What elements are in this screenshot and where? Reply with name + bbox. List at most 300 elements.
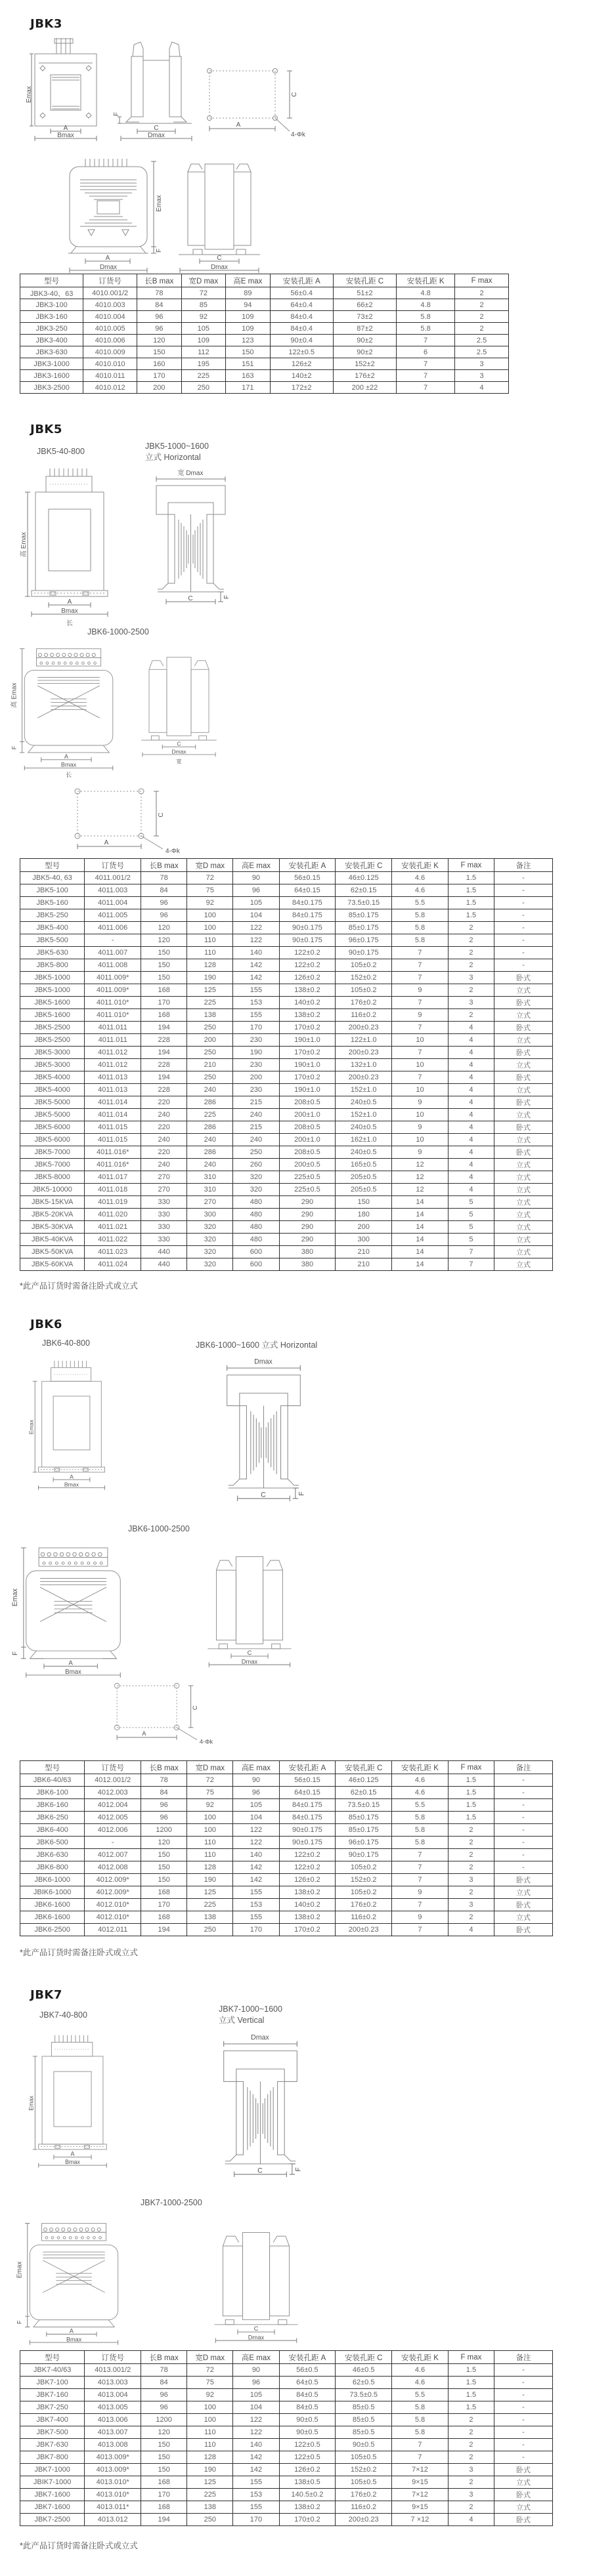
table-cell: JBK3-250	[20, 323, 83, 335]
table-cell: 109	[226, 311, 271, 323]
table-cell: -	[494, 2389, 553, 2401]
table-cell: 128	[187, 1861, 233, 1874]
table-cell: 290	[279, 1221, 336, 1234]
table-cell: 56±0.15	[279, 872, 336, 884]
table-cell: 208±0.5	[279, 1096, 336, 1109]
table-cell: JBK3-100	[20, 299, 83, 311]
table-cell: 153	[233, 997, 279, 1009]
table-cell: JBK7-100	[20, 2377, 85, 2389]
table-row	[20, 1861, 553, 1874]
table-cell: JBK5-250	[20, 909, 85, 922]
table-cell: 84±0.175	[279, 1812, 336, 1824]
table-cell: 152±2	[333, 358, 396, 370]
table-row	[20, 1924, 553, 1936]
table-cell: 10	[392, 1109, 449, 1121]
table-cell: 250	[187, 1071, 233, 1084]
table-cell: 46±0.5	[336, 2364, 392, 2377]
table-cell: 105±0.2	[336, 959, 392, 972]
table-cell: 194	[141, 1047, 187, 1059]
table-cell: 116±0.2	[336, 2501, 392, 2514]
table-cell: 153	[233, 2489, 279, 2501]
jbk3-table	[20, 274, 509, 394]
table-cell: 7	[392, 1022, 449, 1034]
table-cell: 320	[233, 1184, 279, 1196]
table-cell: 90±0.175	[279, 922, 336, 934]
table-cell: 立式	[494, 1234, 553, 1246]
table-cell: 240±0.5	[336, 1096, 392, 1109]
table-cell: -	[494, 947, 553, 959]
table-cell: 100	[187, 1824, 233, 1837]
table-cell: 200±0.23	[336, 1022, 392, 1034]
table-cell: JBK5-4000	[20, 1084, 85, 1096]
table-cell: 205±0.5	[336, 1184, 392, 1196]
column-header: 宽D max	[187, 859, 233, 872]
table-cell: 7×12	[392, 2464, 449, 2476]
table-cell: 卧式	[494, 972, 553, 984]
table-row	[20, 984, 553, 997]
table-cell: JBK6-40/63	[20, 1774, 85, 1787]
table-cell: 96	[141, 2401, 187, 2414]
table-cell: 126±2	[270, 358, 333, 370]
table-cell: 64±0.15	[279, 884, 336, 897]
jbk7-mid-range-line2: 立式 Vertical	[219, 2016, 265, 2025]
jbk6-table-grid	[20, 1760, 553, 1936]
table-cell: 194	[141, 2514, 187, 2526]
dim-label-gao-emax: 高 Emax	[11, 682, 18, 708]
table-cell: JBK5-5000	[20, 1109, 85, 1121]
table-cell: 14	[392, 1234, 449, 1246]
table-cell: 4013.001/2	[85, 2364, 141, 2377]
table-cell: 立式	[494, 984, 553, 997]
table-row	[20, 1799, 553, 1812]
table-cell: 1.5	[448, 897, 494, 909]
table-cell: 153	[233, 1899, 279, 1911]
table-cell: 250	[187, 1047, 233, 1059]
table-cell: JBK5-400	[20, 922, 85, 934]
table-cell: 105±0.2	[336, 984, 392, 997]
table-cell: -	[494, 1849, 553, 1861]
table-row	[20, 382, 509, 394]
table-cell: 250	[181, 382, 226, 394]
table-cell: -	[494, 1861, 553, 1874]
dim-label-a: A	[64, 753, 68, 760]
table-cell: 9	[392, 1886, 449, 1899]
table-cell: 84	[137, 299, 182, 311]
table-cell: 194	[141, 1071, 187, 1084]
table-cell: 2	[448, 1837, 494, 1849]
table-cell: 7	[397, 335, 455, 346]
table-cell: 2	[455, 287, 509, 299]
table-row	[20, 1171, 553, 1184]
table-cell: 128	[187, 959, 233, 972]
table-row	[20, 1899, 553, 1911]
table-row	[20, 884, 553, 897]
table-cell: 170	[141, 2489, 187, 2501]
table-cell: 170±0.2	[279, 2514, 336, 2526]
table-cell: JBK5-7000	[20, 1146, 85, 1159]
table-cell: -	[494, 909, 553, 922]
table-cell: 100	[187, 922, 233, 934]
table-cell: 330	[141, 1196, 187, 1209]
table-cell: 122±0.2	[279, 1861, 336, 1874]
table-cell: 立式	[494, 1196, 553, 1209]
table-row	[20, 1109, 553, 1121]
table-cell: 84±0.5	[279, 2401, 336, 2414]
table-cell: 1.5	[448, 1812, 494, 1824]
table-cell: 170±0.2	[279, 1022, 336, 1034]
table-cell: 2	[448, 984, 494, 997]
table-cell: JBK7-250	[20, 2401, 85, 2414]
table-row	[20, 370, 509, 382]
table-cell: -	[494, 2364, 553, 2377]
table-cell: 84	[141, 2377, 187, 2389]
table-cell: 4	[448, 1159, 494, 1171]
table-cell: 72	[187, 2364, 233, 2377]
table-cell: -	[494, 959, 553, 972]
table-cell: JBK7-800	[20, 2451, 85, 2464]
table-cell: 7	[392, 1861, 449, 1874]
table-cell: 立式	[494, 1911, 553, 1924]
table-cell: 140±0.2	[279, 1899, 336, 1911]
table-cell: 168	[141, 984, 187, 997]
column-header: F max	[448, 1761, 494, 1774]
table-cell: JBK6-100	[20, 1787, 85, 1799]
table-cell: JBK3-1000	[20, 358, 83, 370]
table-row	[20, 1246, 553, 1258]
table-cell: 7	[392, 972, 449, 984]
table-cell: 200 ±22	[333, 382, 396, 394]
table-row	[20, 972, 553, 984]
table-cell: 4011.024	[85, 1258, 141, 1271]
table-cell: 1.5	[448, 1787, 494, 1799]
table-cell: 162±1.0	[336, 1134, 392, 1146]
table-cell: JBK5-2500	[20, 1034, 85, 1047]
jbk7-table-grid	[20, 2350, 553, 2526]
table-cell: 96±0.175	[336, 1837, 392, 1849]
column-header: 安装孔距 C	[336, 2351, 392, 2364]
table-cell: JBK5-1000	[20, 972, 85, 984]
table-cell: JBK7-2500	[20, 2514, 85, 2526]
table-cell: -	[494, 872, 553, 884]
table-cell: 270	[141, 1184, 187, 1196]
table-cell: 卧式	[494, 1874, 553, 1886]
table-cell: 104	[233, 909, 279, 922]
table-cell: 151	[226, 358, 271, 370]
table-cell: 10	[392, 1034, 449, 1047]
column-header: 宽D max	[181, 274, 226, 287]
column-header: 长B max	[141, 1761, 187, 1774]
table-cell: 73.5±0.15	[336, 897, 392, 909]
dim-label-a: A	[104, 839, 109, 846]
table-cell: 2	[448, 1824, 494, 1837]
table-cell: JBK5-60KVA	[20, 1258, 85, 1271]
table-cell: 64±0.15	[279, 1787, 336, 1799]
table-cell: 2	[455, 299, 509, 311]
table-row	[20, 934, 553, 947]
table-cell: 4.8	[397, 299, 455, 311]
table-cell: 卧式	[494, 2464, 553, 2476]
jbk7-mid-range-label	[219, 2004, 282, 2026]
table-row	[20, 897, 553, 909]
table-cell: 168	[141, 1911, 187, 1924]
table-cell: 300	[336, 1234, 392, 1246]
table-cell: 84±0.175	[279, 1799, 336, 1812]
table-cell: 立式	[494, 1159, 553, 1171]
table-cell: JBK6-630	[20, 1849, 85, 1861]
table-cell: 220	[141, 1146, 187, 1159]
table-cell: 155	[233, 2501, 279, 2514]
table-cell: JBK6-800	[20, 1861, 85, 1874]
table-cell: 150	[141, 1861, 187, 1874]
table-row	[20, 1787, 553, 1799]
table-cell: 4010.011	[83, 370, 137, 382]
table-cell: JBK5-50KVA	[20, 1246, 85, 1258]
table-row	[20, 1774, 553, 1787]
table-cell: 4013.011*	[85, 2501, 141, 2514]
jbk6-core-front-diagram	[11, 1545, 126, 1676]
table-cell: 4012.004	[85, 1799, 141, 1812]
table-cell: 165±0.5	[336, 1159, 392, 1171]
table-cell: 176±0.2	[336, 1899, 392, 1911]
dim-label-gao-emax: 高 Emax	[20, 531, 28, 558]
table-row	[20, 1146, 553, 1159]
table-cell: 190	[187, 1874, 233, 1886]
table-cell: 286	[187, 1096, 233, 1109]
table-cell: 96	[233, 2377, 279, 2389]
table-cell: JBK6-500	[20, 1837, 85, 1849]
dim-label-emax: Emax	[26, 86, 33, 103]
column-header: 型号	[20, 1761, 85, 1774]
table-cell: 9	[392, 1146, 449, 1159]
table-cell: 89	[226, 287, 271, 299]
table-cell: 4012.010*	[85, 1911, 141, 1924]
table-cell: JBK5-10000	[20, 1184, 85, 1196]
table-cell: 75	[187, 1787, 233, 1799]
table-cell: 240	[233, 1134, 279, 1146]
table-cell: 96	[137, 323, 182, 335]
table-cell: 78	[141, 1774, 187, 1787]
table-cell: 150	[141, 947, 187, 959]
table-row	[20, 1837, 553, 1849]
table-row	[20, 1196, 553, 1209]
table-cell: 90±0.4	[270, 335, 333, 346]
table-cell: 142	[233, 2451, 279, 2464]
table-cell: 4011.022	[85, 1234, 141, 1246]
table-row	[20, 2501, 553, 2514]
jbk3-front-view-diagram	[26, 37, 102, 140]
table-cell: 240	[141, 1159, 187, 1171]
table-cell: 1200	[141, 2414, 187, 2426]
table-cell: 126±0.2	[279, 2464, 336, 2476]
table-cell: JBK5-20KVA	[20, 1209, 85, 1221]
table-row	[20, 2364, 553, 2377]
jbk5-mid-range-line1: JBK5-1000~1600	[145, 442, 209, 451]
table-cell: JBK7-40/63	[20, 2364, 85, 2377]
table-cell: 170	[141, 997, 187, 1009]
table-cell: 110	[187, 1837, 233, 1849]
jbk5-table-grid	[20, 858, 553, 1271]
table-cell: 5.8	[392, 2401, 449, 2414]
table-cell: 62±0.15	[336, 884, 392, 897]
table-cell: 4011.016*	[85, 1159, 141, 1171]
table-row	[20, 1221, 553, 1234]
table-cell: 5	[448, 1234, 494, 1246]
table-cell: 7	[392, 1924, 449, 1936]
table-row	[20, 1911, 553, 1924]
table-cell: 2	[448, 922, 494, 934]
table-cell: 4011.011	[85, 1022, 141, 1034]
table-cell: 140.5±0.2	[279, 2489, 336, 2501]
table-cell: 4010.003	[83, 299, 137, 311]
table-cell: JBK7-630	[20, 2439, 85, 2451]
table-cell: 4011.004	[85, 897, 141, 909]
column-header: F max	[448, 859, 494, 872]
table-cell: 150	[336, 1196, 392, 1209]
table-cell: 150	[226, 346, 271, 358]
table-cell: 330	[141, 1209, 187, 1221]
table-cell: -	[494, 922, 553, 934]
table-cell: 5.8	[397, 323, 455, 335]
dim-label-4-holes: 4-Φk	[199, 1738, 213, 1745]
table-cell: 150	[141, 959, 187, 972]
table-cell: 320	[187, 1246, 233, 1258]
table-cell: 200±1.0	[279, 1109, 336, 1121]
table-cell: JBK5-2500	[20, 1022, 85, 1034]
table-cell: 170	[233, 1924, 279, 1936]
dim-label-dmax: Dmax	[254, 1358, 273, 1366]
column-header: 订货号	[85, 2351, 141, 2364]
table-cell: 7	[448, 1246, 494, 1258]
table-cell: 4010.001/2	[83, 287, 137, 299]
table-row	[20, 2476, 553, 2489]
jbk6-large-range-label: JBK6-1000-2500	[128, 1524, 190, 1533]
jbk5-mid-range-label	[145, 441, 209, 463]
column-header: 高E max	[226, 274, 271, 287]
column-header: 安装孔距 K	[392, 2351, 449, 2364]
table-cell: 卧式	[494, 1071, 553, 1084]
table-cell: 140	[233, 1849, 279, 1861]
dim-label-a: A	[105, 255, 110, 262]
table-cell: 4013.009*	[85, 2464, 141, 2476]
table-cell: 3	[448, 997, 494, 1009]
table-cell: 190	[187, 972, 233, 984]
table-cell: 3	[448, 2464, 494, 2476]
table-row	[20, 1234, 553, 1246]
dim-label-f: F	[113, 112, 120, 117]
table-row	[20, 1824, 553, 1837]
table-cell: 64±0.4	[270, 299, 333, 311]
table-cell: 85±0.175	[336, 1824, 392, 1837]
table-cell: 4	[448, 2514, 494, 2526]
jbk3-core-front-diagram	[64, 157, 164, 274]
table-cell: 225	[187, 1899, 233, 1911]
dim-label-c: C	[177, 740, 181, 747]
table-cell: 480	[233, 1209, 279, 1221]
table-cell: 100	[187, 2414, 233, 2426]
table-cell: 310	[187, 1171, 233, 1184]
table-cell: 90	[233, 2364, 279, 2377]
table-cell: 14	[392, 1258, 449, 1271]
table-cell: 1.5	[448, 872, 494, 884]
table-cell: 84±0.5	[279, 2389, 336, 2401]
dim-label-bmax: Bmax	[65, 2159, 80, 2166]
table-cell: 87±2	[333, 323, 396, 335]
table-cell: 9	[392, 1009, 449, 1022]
table-cell: JBK7-500	[20, 2426, 85, 2439]
dim-label-kuan-dmax: 宽 Dmax	[177, 470, 204, 477]
table-cell: 2	[448, 1861, 494, 1874]
table-cell: 4013.010*	[85, 2476, 141, 2489]
table-cell: 5.8	[392, 1837, 449, 1849]
table-cell: 155	[233, 984, 279, 997]
jbk7-vertical-view-diagram	[217, 2033, 304, 2188]
table-cell: 155	[233, 1911, 279, 1924]
table-cell: JBK3-160	[20, 311, 83, 323]
table-cell: JBK3-2500	[20, 382, 83, 394]
dim-label-c: C	[192, 1705, 198, 1711]
table-cell: 90±0.175	[279, 934, 336, 947]
table-cell: JBK5-160	[20, 897, 85, 909]
dim-label-bmax: Bmax	[57, 132, 74, 139]
dim-label-f: F	[294, 2167, 303, 2172]
table-cell: 320	[187, 1258, 233, 1271]
column-header: 安装孔距 C	[333, 274, 396, 287]
jbk7-front-view-diagram	[28, 2034, 114, 2176]
table-row	[20, 2489, 553, 2501]
table-cell: 90	[233, 872, 279, 884]
table-cell: 90±2	[333, 335, 396, 346]
table-cell: 163	[226, 370, 271, 382]
table-cell: -	[494, 1812, 553, 1824]
table-cell: 卧式	[494, 1047, 553, 1059]
table-cell: JBK5-7000	[20, 1159, 85, 1171]
jbk7-core-side-diagram	[207, 2228, 305, 2342]
table-cell: 96	[141, 897, 187, 909]
jbk6-vertical-view-diagram	[220, 1357, 307, 1512]
table-cell: 6	[397, 346, 455, 358]
table-cell: 4	[448, 1924, 494, 1936]
table-cell: 150	[137, 346, 182, 358]
table-cell: -	[494, 1799, 553, 1812]
jbk5-table	[20, 858, 553, 1271]
table-cell: 310	[187, 1184, 233, 1196]
table-cell: 4011.023	[85, 1246, 141, 1258]
table-cell: 150	[141, 2464, 187, 2476]
table-cell: 330	[141, 1221, 187, 1234]
table-cell: 142	[233, 959, 279, 972]
table-cell: 105±0.2	[336, 1861, 392, 1874]
table-cell: 171	[226, 382, 271, 394]
table-cell: 104	[233, 1812, 279, 1824]
table-cell: -	[494, 2414, 553, 2426]
table-row	[20, 1159, 553, 1171]
table-cell: JBK5-1600	[20, 1009, 85, 1022]
column-header: 型号	[20, 2351, 85, 2364]
dim-label-f: F	[297, 1491, 306, 1496]
jbk5-large-range-label: JBK6-1000-2500	[87, 627, 149, 636]
table-row	[20, 1034, 553, 1047]
table-cell: JBK5-6000	[20, 1121, 85, 1134]
table-cell: 4010.010	[83, 358, 137, 370]
table-cell: 4	[448, 1034, 494, 1047]
table-cell: 5.8	[392, 909, 449, 922]
table-cell: 92	[181, 311, 226, 323]
table-cell: 116±0.2	[336, 1009, 392, 1022]
table-cell: JBK3-400	[20, 335, 83, 346]
table-cell: JBK5-800	[20, 959, 85, 972]
table-cell: 4012.011	[85, 1924, 141, 1936]
table-cell: 140	[233, 947, 279, 959]
